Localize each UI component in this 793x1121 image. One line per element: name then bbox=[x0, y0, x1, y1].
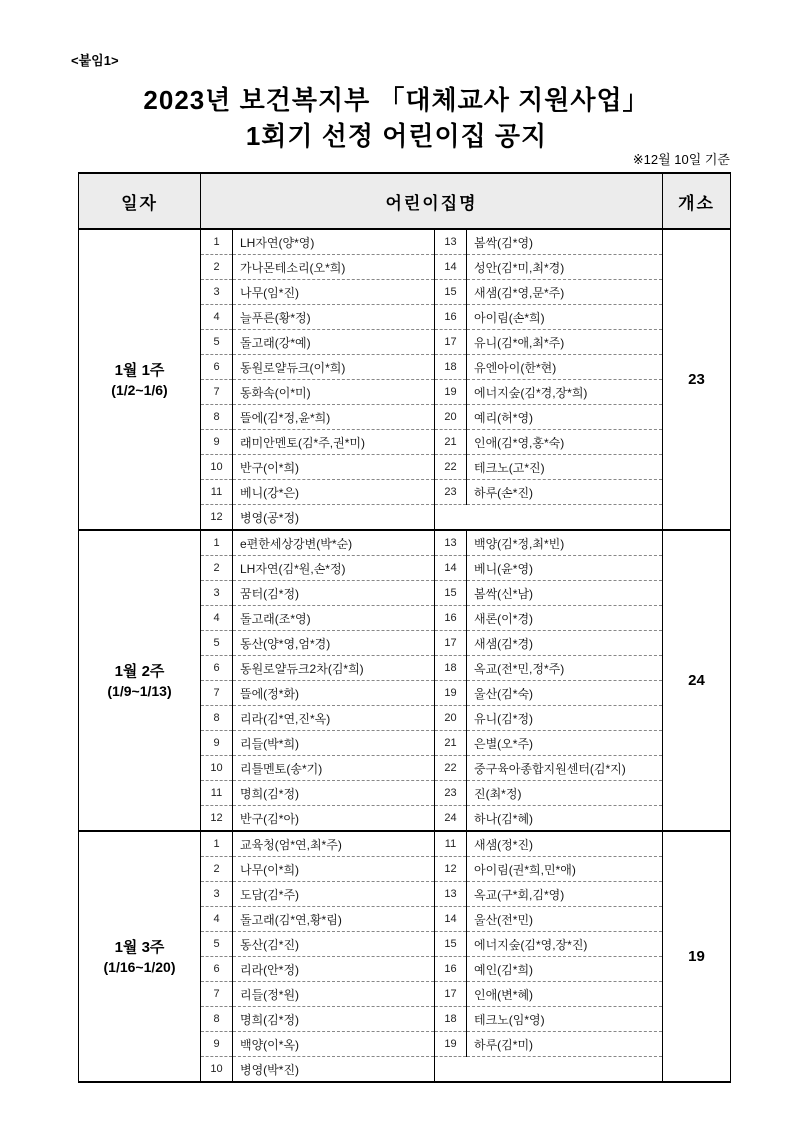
table-body bbox=[79, 229, 731, 1082]
entry-number: 17 bbox=[435, 982, 467, 1007]
entry-name: e편한세상강변(박*순) bbox=[233, 530, 435, 556]
entry-number: 20 bbox=[435, 405, 467, 430]
entry-number: 8 bbox=[201, 706, 233, 731]
entry-name: 명희(김*정) bbox=[233, 781, 435, 806]
week-label: 1월 2주 bbox=[114, 662, 165, 680]
entry-name: 새론(이*경) bbox=[467, 606, 663, 631]
empty-cell bbox=[435, 505, 663, 531]
entry-number: 17 bbox=[435, 330, 467, 355]
entry-number: 5 bbox=[201, 932, 233, 957]
entry-name: 에너지숲(김*경,장*희) bbox=[467, 380, 663, 405]
entry-name: 베니(윤*영) bbox=[467, 556, 663, 581]
entry-number: 4 bbox=[201, 907, 233, 932]
entry-number: 23 bbox=[435, 781, 467, 806]
entry-number: 11 bbox=[201, 480, 233, 505]
entry-number: 9 bbox=[201, 1032, 233, 1057]
entry-name: 인애(김*영,홍*숙) bbox=[467, 430, 663, 455]
entry-name: 울산(김*숙) bbox=[467, 681, 663, 706]
entry-name: 리라(김*연,진*옥) bbox=[233, 706, 435, 731]
entry-number: 5 bbox=[201, 631, 233, 656]
entry-number: 20 bbox=[435, 706, 467, 731]
entry-name: 하나(김*혜) bbox=[467, 806, 663, 832]
entry-name: 늘푸른(황*정) bbox=[233, 305, 435, 330]
entry-name: 봄싹(신*남) bbox=[467, 581, 663, 606]
entry-number: 8 bbox=[201, 405, 233, 430]
page-title bbox=[0, 82, 793, 154]
entry-number: 6 bbox=[201, 957, 233, 982]
entry-name: 옥교(구*회,김*영) bbox=[467, 882, 663, 907]
column-header-count: 개소 bbox=[663, 173, 731, 229]
entry-number: 22 bbox=[435, 756, 467, 781]
entry-name: 도담(김*주) bbox=[233, 882, 435, 907]
entry-name: 새샘(김*영,문*주) bbox=[467, 280, 663, 305]
entry-name: 리들(박*희) bbox=[233, 731, 435, 756]
entry-number: 12 bbox=[435, 857, 467, 882]
entry-name: 예인(김*희) bbox=[467, 957, 663, 982]
entry-number: 15 bbox=[435, 581, 467, 606]
daycare-selection-table bbox=[78, 172, 731, 1083]
entry-number: 2 bbox=[201, 255, 233, 280]
entry-name: 병영(공*정) bbox=[233, 505, 435, 531]
entry-name: 하루(손*진) bbox=[467, 480, 663, 505]
entry-number: 1 bbox=[201, 229, 233, 255]
entry-number: 18 bbox=[435, 1007, 467, 1032]
entry-name: 동산(김*진) bbox=[233, 932, 435, 957]
entry-number: 7 bbox=[201, 982, 233, 1007]
entry-number: 12 bbox=[201, 505, 233, 531]
empty-cell bbox=[435, 1057, 663, 1083]
entry-name: 뜰에(정*화) bbox=[233, 681, 435, 706]
entry-number: 13 bbox=[435, 229, 467, 255]
entry-name: 명희(김*정) bbox=[233, 1007, 435, 1032]
count-cell: 23 bbox=[663, 229, 731, 530]
page-title-line2: 1회기 선정 어린이집 공지 bbox=[245, 121, 548, 151]
entry-name: 진(최*정) bbox=[467, 781, 663, 806]
entry-name: 유엔아이(한*현) bbox=[467, 355, 663, 380]
entry-name: LH자연(양*영) bbox=[233, 229, 435, 255]
entry-name: 리들(정*원) bbox=[233, 982, 435, 1007]
entry-number: 15 bbox=[435, 932, 467, 957]
entry-name: 리틀멘토(송*기) bbox=[233, 756, 435, 781]
entry-number: 12 bbox=[201, 806, 233, 832]
entry-number: 24 bbox=[435, 806, 467, 832]
entry-name: 에너지숲(김*영,장*진) bbox=[467, 932, 663, 957]
entry-name: 테크노(고*진) bbox=[467, 455, 663, 480]
entry-number: 6 bbox=[201, 656, 233, 681]
reference-date-note: ※12월 10일 기준 bbox=[632, 152, 730, 167]
entry-name: 반구(이*희) bbox=[233, 455, 435, 480]
entry-name: 동원로얄듀크2차(김*희) bbox=[233, 656, 435, 681]
entry-number: 5 bbox=[201, 330, 233, 355]
entry-number: 2 bbox=[201, 857, 233, 882]
entry-number: 14 bbox=[435, 556, 467, 581]
week-label: 1월 3주 bbox=[114, 938, 165, 956]
count-cell: 24 bbox=[663, 530, 731, 831]
entry-number: 18 bbox=[435, 355, 467, 380]
entry-number: 11 bbox=[201, 781, 233, 806]
entry-number: 1 bbox=[201, 831, 233, 857]
column-header-name: 어린이집명 bbox=[201, 173, 663, 229]
entry-number: 7 bbox=[201, 681, 233, 706]
entry-number: 10 bbox=[201, 1057, 233, 1083]
entry-name: 뜰에(김*정,윤*희) bbox=[233, 405, 435, 430]
entry-number: 4 bbox=[201, 305, 233, 330]
entry-name: 백양(김*정,최*빈) bbox=[467, 530, 663, 556]
entry-name: 유니(김*정) bbox=[467, 706, 663, 731]
table-row bbox=[79, 530, 731, 556]
entry-number: 9 bbox=[201, 731, 233, 756]
entry-name: 새샘(정*진) bbox=[467, 831, 663, 857]
entry-number: 13 bbox=[435, 530, 467, 556]
entry-number: 19 bbox=[435, 1032, 467, 1057]
entry-name: LH자연(김*원,손*정) bbox=[233, 556, 435, 581]
entry-number: 3 bbox=[201, 581, 233, 606]
entry-name: 은별(오*주) bbox=[467, 731, 663, 756]
column-header-date: 일자 bbox=[79, 173, 201, 229]
entry-name: 꿈터(김*정) bbox=[233, 581, 435, 606]
entry-name: 하루(김*미) bbox=[467, 1032, 663, 1057]
entry-name: 유니(김*애,최*주) bbox=[467, 330, 663, 355]
date-cell bbox=[79, 229, 201, 530]
table-row bbox=[79, 831, 731, 857]
entry-name: 테크노(임*영) bbox=[467, 1007, 663, 1032]
count-cell: 19 bbox=[663, 831, 731, 1082]
entry-name: 아이림(손*희) bbox=[467, 305, 663, 330]
entry-number: 10 bbox=[201, 756, 233, 781]
date-range: (1/9~1/13) bbox=[107, 682, 172, 699]
entry-number: 6 bbox=[201, 355, 233, 380]
date-cell bbox=[79, 530, 201, 831]
entry-number: 18 bbox=[435, 656, 467, 681]
entry-name: 나무(임*진) bbox=[233, 280, 435, 305]
entry-name: 새샘(김*경) bbox=[467, 631, 663, 656]
entry-number: 14 bbox=[435, 255, 467, 280]
entry-number: 14 bbox=[435, 907, 467, 932]
entry-name: 래미안멘토(김*주,권*미) bbox=[233, 430, 435, 455]
entry-name: 병영(박*진) bbox=[233, 1057, 435, 1083]
entry-name: 봄싹(김*영) bbox=[467, 229, 663, 255]
entry-name: 반구(김*아) bbox=[233, 806, 435, 832]
entry-number: 3 bbox=[201, 882, 233, 907]
entry-name: 인애(변*혜) bbox=[467, 982, 663, 1007]
entry-name: 리라(안*정) bbox=[233, 957, 435, 982]
entry-number: 9 bbox=[201, 430, 233, 455]
entry-name: 나무(이*희) bbox=[233, 857, 435, 882]
entry-number: 19 bbox=[435, 681, 467, 706]
date-range: (1/16~1/20) bbox=[103, 958, 176, 975]
entry-name: 돌고래(강*예) bbox=[233, 330, 435, 355]
entry-name: 성안(김*미,최*경) bbox=[467, 255, 663, 280]
entry-number: 19 bbox=[435, 380, 467, 405]
date-range: (1/2~1/6) bbox=[111, 381, 168, 398]
entry-number: 21 bbox=[435, 731, 467, 756]
entry-number: 16 bbox=[435, 305, 467, 330]
entry-number: 15 bbox=[435, 280, 467, 305]
table-row bbox=[79, 229, 731, 255]
entry-name: 동화속(이*미) bbox=[233, 380, 435, 405]
entry-name: 옥교(전*민,정*주) bbox=[467, 656, 663, 681]
entry-number: 8 bbox=[201, 1007, 233, 1032]
entry-number: 2 bbox=[201, 556, 233, 581]
entry-number: 13 bbox=[435, 882, 467, 907]
entry-number: 23 bbox=[435, 480, 467, 505]
entry-name: 백양(이*옥) bbox=[233, 1032, 435, 1057]
entry-number: 22 bbox=[435, 455, 467, 480]
entry-name: 돌고래(김*연,황*림) bbox=[233, 907, 435, 932]
entry-number: 4 bbox=[201, 606, 233, 631]
week-label: 1월 1주 bbox=[114, 361, 165, 379]
entry-number: 16 bbox=[435, 606, 467, 631]
entry-number: 21 bbox=[435, 430, 467, 455]
entry-name: 돌고래(조*영) bbox=[233, 606, 435, 631]
entry-number: 7 bbox=[201, 380, 233, 405]
table-header-row bbox=[79, 173, 731, 229]
entry-number: 16 bbox=[435, 957, 467, 982]
entry-name: 동산(양*영,엄*경) bbox=[233, 631, 435, 656]
entry-number: 1 bbox=[201, 530, 233, 556]
entry-name: 중구육아종합지원센터(김*지) bbox=[467, 756, 663, 781]
entry-name: 교육청(엄*연,최*주) bbox=[233, 831, 435, 857]
entry-name: 예리(허*영) bbox=[467, 405, 663, 430]
entry-number: 10 bbox=[201, 455, 233, 480]
entry-name: 가나몬테소리(오*희) bbox=[233, 255, 435, 280]
entry-name: 동원로얄듀크(이*희) bbox=[233, 355, 435, 380]
attachment-label: <붙임1> bbox=[71, 53, 119, 68]
entry-number: 3 bbox=[201, 280, 233, 305]
page-title-line1: 2023년 보건복지부 「대체교사 지원사업」 bbox=[143, 85, 650, 115]
entry-name: 베니(강*은) bbox=[233, 480, 435, 505]
entry-name: 울산(전*민) bbox=[467, 907, 663, 932]
entry-number: 17 bbox=[435, 631, 467, 656]
date-cell bbox=[79, 831, 201, 1082]
entry-name: 아이림(권*희,민*애) bbox=[467, 857, 663, 882]
entry-number: 11 bbox=[435, 831, 467, 857]
